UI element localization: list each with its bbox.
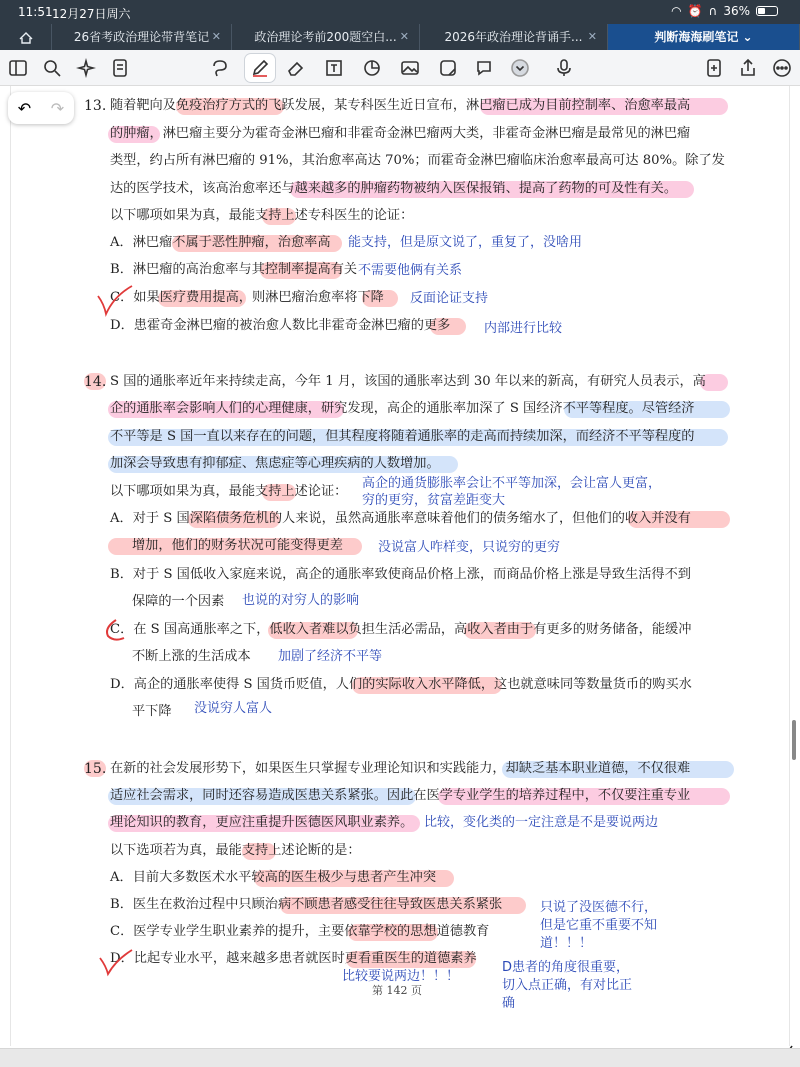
tab-4-label: 判断海海刷笔记 ⌄ (654, 30, 753, 44)
q13-line: 的肿瘤，淋巴瘤主要分为霍奇金淋巴瘤和非霍奇金淋巴瘤两大类，非霍奇金淋巴瘤是最常见的淋巴瘤 (110, 126, 691, 141)
alarm-icon: ⏰ (687, 4, 703, 18)
q15-option-d: D．比起专业水平，越来越多患者就医时更看重医生的道德素养 (110, 951, 477, 966)
handwritten-note: 比较，变化类的一定注意是不是要说两边 (424, 815, 659, 830)
q15-line: 在新的社会发展形势下，如果医生只掌握专业理论知识和实践能力，却缺乏基本职业道德，不仅很难 (110, 761, 691, 776)
q14-option-a: A．对于 S 国深陷债务危机的人来说，虽然高通胀率意味着他们的债务缩水了，但他们的收入并没有 (110, 511, 691, 526)
q14-line: S 国的通胀率近年来持续走高，今年 1 月，该国的通胀率达到 30 年以来的新高，有研究人员表示，高 (110, 374, 706, 389)
checkmark-icon (98, 286, 132, 314)
q14-option-b-cont: 保障的一个因素 (132, 594, 225, 609)
close-icon[interactable]: ✕ (211, 30, 221, 43)
q14-option-a-cont: 增加，他们的财务状况可能变得更差 (132, 538, 343, 553)
tab-1-label: 26省考政治理论带背笔记 (73, 30, 210, 44)
handwritten-note: 没说富人咋样变，只说穷的更穷 (378, 540, 561, 555)
q14-line: 不平等是 S 国一直以来存在的问题，但其程度将随着通胀率的走高而持续加深，而经济不平等程度的 (110, 429, 695, 444)
question-number: 13. (84, 98, 107, 114)
wifi-icon: ◠ (671, 4, 682, 18)
q13-line: 达的医学技术，该高治愈率还与越来越多的肿瘤药物被纳入医保报销、提高了药物的可及性有关。 (110, 181, 678, 196)
close-icon[interactable]: ✕ (587, 30, 597, 43)
q13-line: 随着靶向及免疫治疗方式的飞跃发展，某专科医生近日宣布，淋巴瘤已成为目前控制率、治愈率最高 (110, 98, 691, 113)
handwritten-note: 也说的对穷人的影响 (242, 593, 360, 608)
q14-option-c: C．在 S 国高通胀率之下，低收入者难以负担生活必需品，高收入者由于有更多的财务储备，能缓冲 (110, 622, 692, 637)
handwritten-note: 只说了没医德不行， (540, 900, 658, 915)
q14-option-b: B．对于 S 国低收入家庭来说，高企的通胀率致使商品价格上涨，而商品价格上涨是导致生活得不到 (110, 567, 691, 582)
close-icon[interactable]: ✕ (399, 30, 409, 43)
q15-line: 理论知识的教育，更应注重提升医德医风职业素养。 (110, 815, 414, 830)
handwritten-note: 能支持，但是原文说了，重复了，没啥用 (348, 235, 583, 250)
q15-prompt: 以下选项若为真，最能支持上述论断的是： (110, 843, 361, 858)
handwritten-note: 加剧了经济不平等 (278, 649, 383, 664)
handwritten-note: 确 (502, 996, 516, 1011)
checkmark-icon (100, 950, 132, 974)
tab-2-label: 政治理论考前200题空白... (254, 30, 397, 44)
q13-prompt: 以下哪项如果为真，最能支持上述专科医生的论证： (110, 208, 414, 223)
q14-line: 企的通胀率会影响人们的心理健康，研究发现，高企的通胀率加深了 S 国经济不平等程度。尽管经济 (110, 401, 695, 416)
handwritten-note: 切入点正确，有对比正 (502, 978, 633, 993)
handwritten-note: 道！！！ (540, 936, 593, 951)
circle-mark-icon (107, 620, 124, 640)
handwritten-note: 内部进行比较 (484, 321, 563, 336)
undo-icon[interactable]: ↶ (17, 98, 32, 118)
handwritten-note: 不需要他俩有关系 (358, 263, 463, 278)
q15-option-a: A．目前大多数医术水平较高的医生极少与患者产生冲突 (110, 870, 437, 885)
headphones-icon: ∩ (708, 4, 718, 18)
q13-option-b: B．淋巴瘤的高治愈率与其控制率提高有关 (110, 262, 358, 277)
q15-option-c: C．医学专业学生职业素养的提升，主要依靠学校的思想道德教育 (110, 924, 490, 939)
q14-option-d-cont: 平下降 (132, 704, 172, 719)
q13-option-c: C．如果医疗费用提高，则淋巴瘤治愈率将下降 (110, 290, 384, 305)
status-time: 11:51 (18, 5, 53, 19)
q14-line: 加深会导致患有抑郁症、焦虑症等心理疾病的人数增加。 (110, 456, 440, 471)
q13-line: 类型，约占所有淋巴瘤的 91%，其治愈率高达 70%；而霍奇金淋巴瘤临床治愈率最高可达 80%。除了发 (110, 153, 725, 168)
q13-option-a: A．淋巴瘤不属于恶性肿瘤，治愈率高 (110, 235, 331, 250)
q15-line: 适应社会需求，同时还容易造成医患关系紧张。因此在医学专业学生的培养过程中，不仅要注重专业 (110, 788, 691, 803)
tab-3-label: 2026年政治理论背诵手... (444, 30, 583, 44)
redo-icon[interactable]: ↷ (50, 98, 65, 118)
handwritten-note: 但是它重不重要不知 (540, 918, 658, 933)
handwritten-note: 穷的更穷，贫富差距变大 (362, 493, 506, 508)
question-number: 14. (84, 374, 107, 390)
status-date: 12月27日周六 (52, 7, 131, 21)
q14-prompt: 以下哪项如果为真，最能支持上述论证： (110, 484, 348, 499)
handwritten-note: 高企的通货膨胀率会让不平等加深，会让富人更富， (362, 476, 662, 491)
q14-option-d: D．高企的通胀率使得 S 国货币贬值，人们的实际收入水平降低，这也就意味同等数量货币的购买水 (110, 677, 692, 692)
handwritten-note: 比较要说两边！！！ (342, 969, 460, 984)
handwritten-note: 反面论证支持 (410, 291, 489, 306)
battery-percent: 36% (723, 4, 750, 18)
page-number: 第 142 页 (372, 984, 422, 997)
handwritten-note: D患者的角度很重要， (502, 960, 630, 975)
question-number: 15. (84, 761, 107, 777)
handwritten-note: 没说穷人富人 (194, 701, 273, 716)
q14-option-c-cont: 不断上涨的生活成本 (132, 649, 251, 664)
page-gap (0, 1048, 800, 1067)
q15-option-b: B．医生在救治过程中只顾治病不顾患者感受往往导致医患关系紧张 (110, 897, 503, 912)
scrollbar[interactable] (792, 720, 796, 760)
q13-option-d: D．患霍奇金淋巴瘤的被治愈人数比非霍奇金淋巴瘤的更多 (110, 318, 451, 333)
